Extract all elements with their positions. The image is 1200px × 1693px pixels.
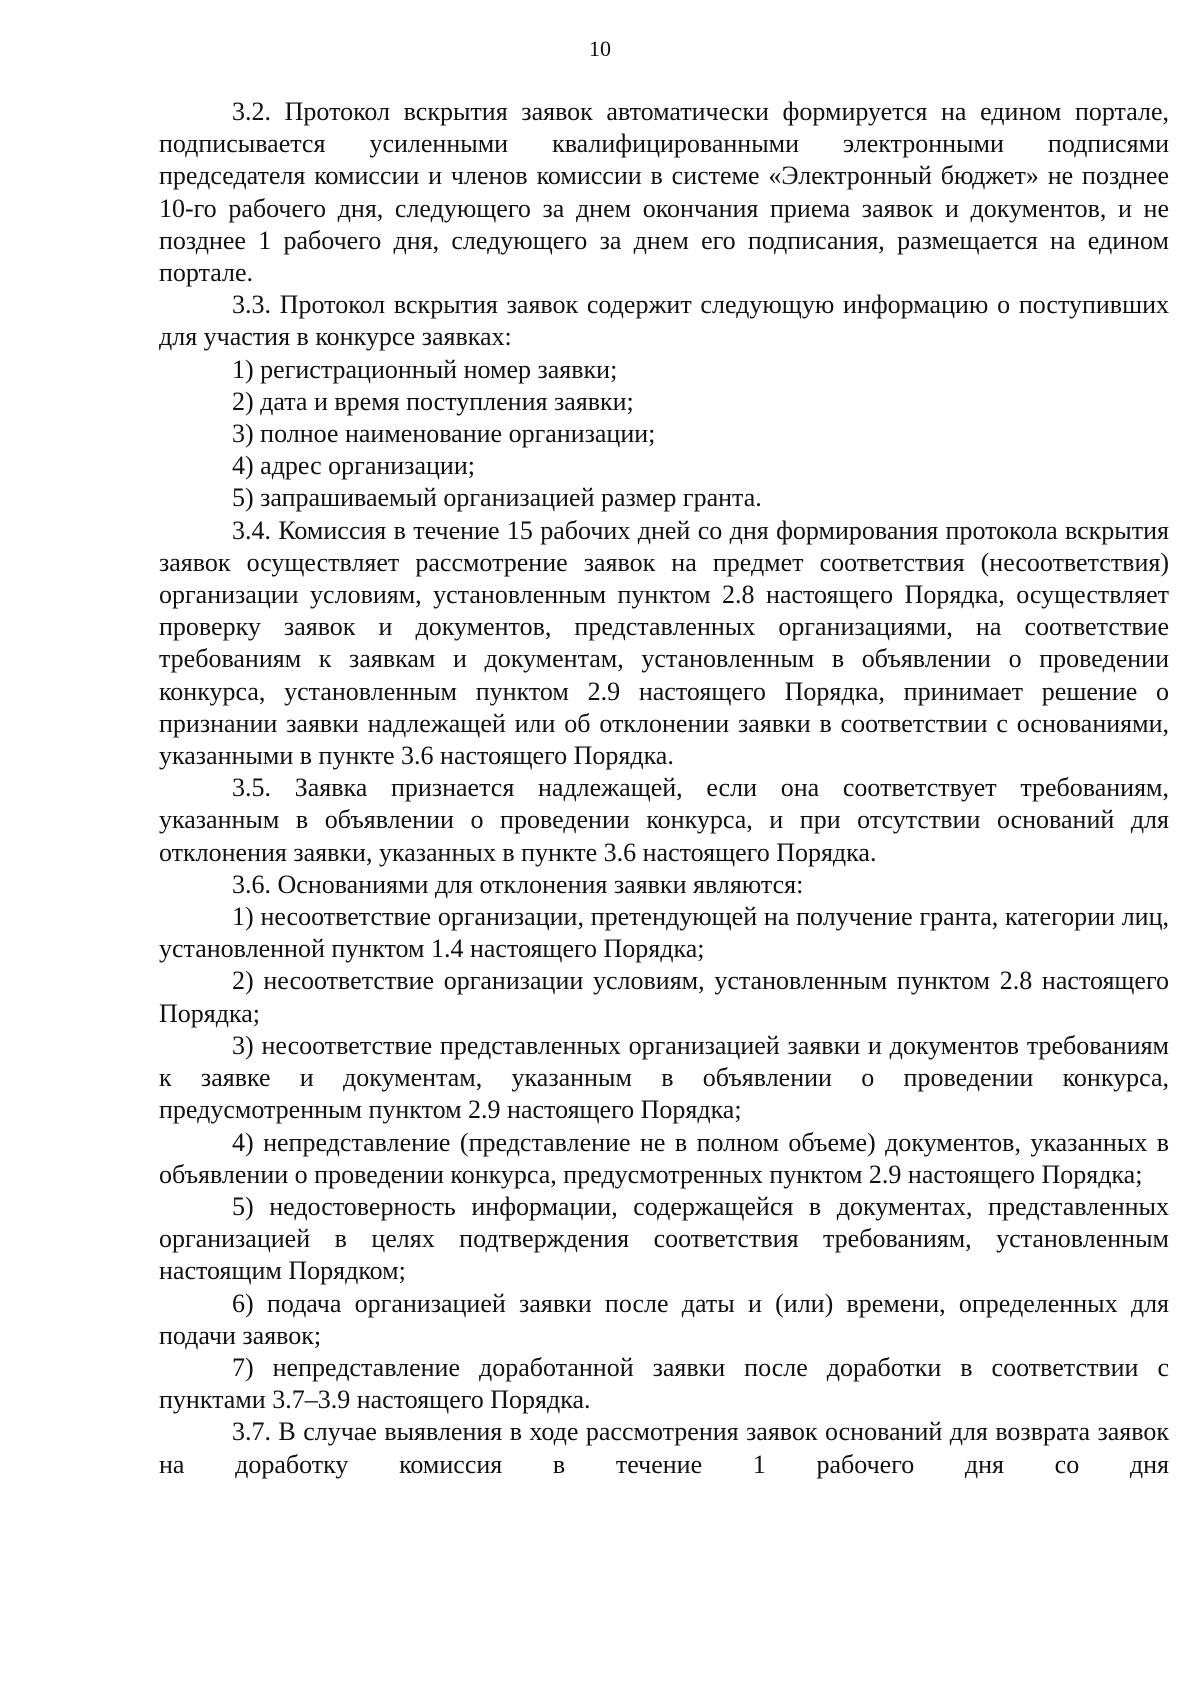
page-number: 10 [589, 36, 611, 61]
list-item-3-6-2: 2) несоответствие организации условиям, установленным пунктом 2.8 настоящего Порядка; [159, 966, 1169, 1028]
paragraph-3-2: 3.2. Протокол вскрытия заявок автоматически формируется на едином портале, подписывается усиленными квалифицированными электронными подписями председателя комиссии и членов комиссии в системе «Электронный бюджет» не позднее 10-го рабочего дня, следующего за днем окончания приема заявок и документов, и не позднее 1 рабочего дня, следующего за днем его подписания, размещается на едином портале. [159, 97, 1169, 288]
list-item-3-3-4: 4) адрес организации; [232, 451, 475, 481]
list-item-3-6-3: 3) несоответствие представленных организацией заявки и документов требованиям к заявке и документам, указанным в объявлении о проведении конкурса, предусмотренным пунктом 2.9 настоящего Порядка; [159, 1030, 1169, 1125]
paragraph-3-6: 3.6. Основаниями для отклонения заявки являются: [232, 869, 804, 899]
list-item-3-6-4: 4) непредставление (представление не в полном объеме) документов, указанных в объявлении о проведении конкурса, предусмотренных пунктом 2.9 настоящего Порядка; [159, 1127, 1169, 1189]
list-item-3-3-5: 5) запрашиваемый организацией размер гранта. [232, 483, 762, 513]
list-item-3-3-2: 2) дата и время поступления заявки; [232, 386, 634, 416]
paragraph-3-3: 3.3. Протокол вскрытия заявок содержит следующую информацию о поступивших для участия в конкурсе заявках: [159, 290, 1169, 352]
paragraph-3-4: 3.4. Комиссия в течение 15 рабочих дней со дня формирования протокола вскрытия заявок осуществляет рассмотрение заявок на предмет соответствия (несоответствия) организации условиям, установленным пунктом 2.8 настоящего Порядка, осуществляет проверку заявок и документов, представленных организациями, на соответствие требованиям к заявкам и документам, установленным в объявлении о проведении конкурса, установленным пунктом 2.9 настоящего Порядка, принимает решение о признании заявки надлежащей или об отклонении заявки в соответствии с основаниями, указанными в пункте 3.6 настоящего Порядка. [159, 515, 1169, 771]
paragraph-3-5: 3.5. Заявка признается надлежащей, если она соответствует требованиям, указанным в объявлении о проведении конкурса, и при отсутствии оснований для отклонения заявки, указанных в пункте 3.6 настоящего Порядка. [159, 773, 1169, 867]
document-body [159, 96, 1169, 1481]
list-item-3-6-7: 7) непредставление доработанной заявки после доработки в соответствии с пунктами 3.7–3.9 настоящего Порядка. [159, 1352, 1169, 1415]
list-item-3-6-1: 1) несоответствие организации, претендующей на получение гранта, категории лиц, установленной пунктом 1.4 настоящего Порядка; [159, 902, 1169, 964]
list-item-3-3-1: 1) регистрационный номер заявки; [232, 354, 618, 384]
list-item-3-3-3: 3) полное наименование организации; [232, 419, 656, 449]
paragraph-3-7: 3.7. В случае выявления в ходе рассмотрения заявок оснований для возврата заявок на доработку комиссия в течение 1 рабочего дня со дня [159, 1417, 1169, 1479]
list-item-3-6-6: 6) подача организацией заявки после даты и (или) времени, определенных для подачи заявок; [159, 1288, 1169, 1350]
list-item-3-6-5: 5) недостоверность информации, содержащейся в документах, представленных организацией в целях подтверждения соответствия требованиям, установленным настоящим Порядком; [159, 1191, 1169, 1286]
